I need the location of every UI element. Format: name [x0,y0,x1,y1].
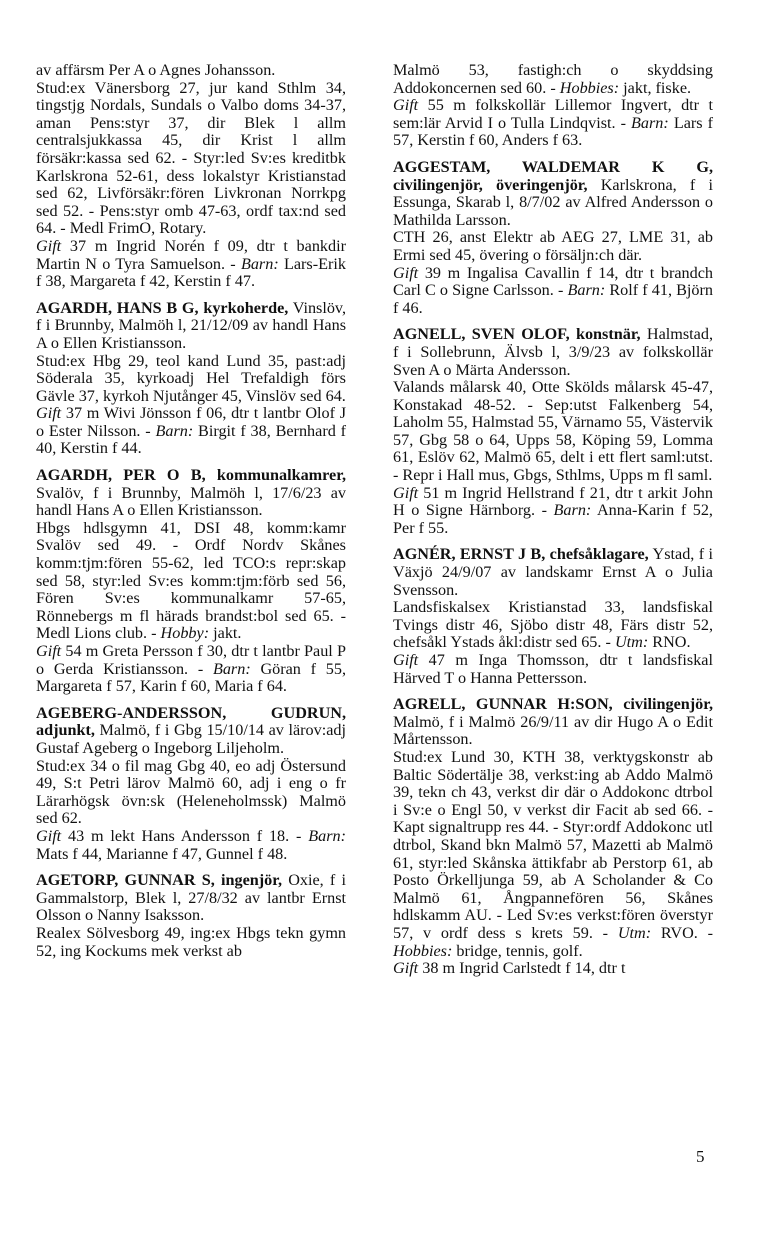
entry-occupation: kommunalkamrer, [216,466,346,485]
entry-text: Valands målarsk 40, Otte Skölds målarsk 45-47, Konstakad 48-52. - Sep:utst Falkenberg 54, Laholm 55, Halmstad 55, Värnamo 55, Västervik 57, Gbg 58 o 64, Upps 58, Köping 59, Lomma 61, Eslöv 62, Malmö 65, delt i ett flert saml:utst. - Repr i Hall mus, Gbgs, Sthlms, Upps m fl saml. [393,378,713,485]
field-label: Barn: [240,254,279,273]
biography-entry [36,62,346,291]
biography-entry [36,872,346,960]
entry-name: AGETORP, GUNNAR S, [36,871,215,890]
entry-text: Stud:ex 34 o fil mag Gbg 40, eo adj Östersund 49, S:t Petri lärov Malmö 60, adj i eng o fr Lärarhögsk övn:sk (Heleneholmssk) Malmö sed 62. [36,756,346,828]
entry-text: Malmö 53, fastigh:ch o skyddsing Addokoncernen sed 60. - [393,61,713,97]
entry-paragraph [393,485,713,538]
entry-paragraph [36,405,346,458]
entry-text: 39 m Ingalisa Cavallin f 14, dtr t brandch Carl C o Signe Carlsson. - [393,263,713,300]
field-label: Hobbies: [393,941,453,960]
entry-occupation: civilingenjör, [623,695,713,714]
biography-entry [393,546,713,687]
field-label: Barn: [308,826,346,845]
field-label: Gift [393,483,419,502]
entry-paragraph [393,97,713,150]
field-label: Gift [393,959,419,978]
field-label: Gift [393,651,419,669]
entry-text: Göran f 55, Margareta f 57, Karin f 60, Maria f 64. [36,659,346,696]
entry-paragraph [393,599,713,652]
entry-occupation: kyrkoherde, [203,298,289,317]
entry-occupation: konstnär, [575,325,641,344]
entry-text: 51 m Ingrid Hellstrand f 21, dtr t arkit John H o Signe Härnborg. - [393,483,713,520]
biography-entry [36,467,346,696]
entry-text: 38 m Ingrid Carlstedt f 14, dtr t [418,959,626,978]
field-label: Barn: [631,113,669,132]
entry-text: 37 m Wivi Jönsson f 06, dtr t lantbr Olof J o Ester Nilsson. - [36,404,346,440]
entry-text: Birgit f 38, Bernhard f 40, Kerstin f 44. [36,421,346,458]
field-label: Barn: [155,421,194,440]
entry-text: Svalöv, f i Brunnby, Malmöh l, 17/6/23 av handl Hans A o Ellen Kristiansson. [36,483,346,520]
entry-name: AGNELL, SVEN OLOF, [393,325,570,344]
left-column [36,62,346,960]
entry-paragraph [36,80,346,238]
entry-paragraph [393,62,713,97]
entry-text: Landsfiskalsex Kristianstad 33, landsfiskal Tvings distr 46, Sjöbo distr 48, Färs distr 52, chefsåkl Ystads åkl:distr sed 65. - [393,598,713,652]
entry-occupation: civilingenjör, överingenjör, [393,175,588,194]
field-label: Hobby: [160,624,210,643]
entry-text: jakt, fiske. [619,78,692,97]
entry-occupation: ingenjör, [221,871,283,890]
field-label: Gift [36,404,62,423]
field-label: Gift [36,236,62,255]
biography-entry [393,159,713,317]
entry-paragraph [393,546,713,599]
entry-name: AGEBERG-ANDERSSON, GUDRUN, [36,703,346,722]
entry-text: Stud:ex Hbg 29, teol kand Lund 35, past:adj Söderala 35, kyrkoadj Hel Trefaldigh förs Gävle 37, kyrkoh Njutånger 45, Vinslöv sed 64. [36,351,346,405]
entry-text: Oxie, f i Gammalstorp, Blek l, 27/8/32 av lantbr Ernst Olsson o Nanny Isaksson. [36,871,347,925]
entry-text: 47 m Inga Thomsson, dtr t landsfiskal Härved T o Hanna Pettersson. [393,651,713,687]
entry-text: Stud:ex Vänersborg 27, jur kand Sthlm 34, tingstjg Nordals, Sundals o Valbo doms 34-37, aman Pens:styr 37, dir Blek l allm centralsjukkassa 45, dir Krist l allm försäkr:kassa sed 62. - Styr:led Sv:es kreditbk Karlskrona 52-61, dess lokalstyr Kristianstad sed 62, Livförsäkr:fören Livkronan Norrkpg sed 52. - Pens:styr omb 47-63, ordf tax:nd sed 64. - Medl FrimO, Rotary. [36,78,346,238]
entry-paragraph [36,643,346,696]
entry-paragraph [36,300,346,353]
field-label: Hobbies: [559,78,620,97]
entry-text: Halmstad, f i Sollebrunn, Älvsb l, 3/9/23 av folkskollär Sven A o Märta Andersson. [393,325,713,379]
entry-paragraph [393,379,713,485]
entry-paragraph [36,467,346,520]
field-label: Barn: [567,281,606,300]
entry-text [613,695,623,713]
entry-text [206,466,217,484]
entry-text: Mats f 44, Marianne f 47, Gunnel f 48. [36,844,288,863]
entry-occupation: chefsåklagare, [549,545,649,564]
entry-paragraph [36,758,346,828]
entry-text: CTH 26, anst Elektr ab AEG 27, LME 31, ab Ermi sed 45, övering o försäljn:ch där. [393,228,713,264]
entry-text: jakt. [209,624,242,643]
field-label: Utm: [614,633,649,652]
entry-name: AGARDH, HANS B G, [36,298,199,317]
entry-text: Rolf f 41, Björn f 46. [393,281,713,317]
entry-text: Vinslöv, f i Brunnby, Malmöh l, 21/12/09 av handl Hans A o Ellen Kristiansson. [36,298,347,352]
entry-paragraph [36,872,346,925]
entry-text: 54 m Greta Persson f 30, dtr t lantbr Paul P o Gerda Kristiansson. - [36,642,346,678]
entry-paragraph [393,159,713,229]
entry-text: 43 m lekt Hans Andersson f 18. - [61,826,309,845]
biography-entry [393,696,713,978]
biography-entry [393,62,713,150]
entry-name: AGARDH, PER O B, [36,466,206,485]
entry-paragraph [393,749,713,960]
entry-text: Hbgs hdlsgymn 41, DSI 48, komm:kamr Svalöv sed 49. - Ordf Nordv Skånes komm:tjm:fören 55-62, led TCO:s repr:skap sed 58, styr:led Sv:es komm:tjm:förb sed 56, Fören Sv:es kommunalkamr 57-65, Rönnebergs m fl härads brandst:bol sed 65. - Medl Lions club. - [36,518,346,643]
entry-text: Stud:ex Lund 30, KTH 38, verktygskonstr ab Baltic Södertälje 38, verkst:ing ab Addo Malmö 39, tekn ch 43, verkst dir där o Addokonc dtrbol i Sv:e o Engl 50, v verkst dir Facit ab sed 66. - Kapt signaltrupp res 44. - Styr:ordf Addokonc utl dtrbol, Skand bkn Malmö 57, Mazetti ab Malmö 61, styr:led Skånska ättikfabr ab Perstorp 61, ab Posto Örkelljunga 59, ab A Scholander & Co Malmö 61, Ångpannefören 56, Skånes hdlskamm AU. - Led Sv:es verkst:fören överstyr 57, v ordf dess s krets 59. - [393,747,713,942]
entry-text: Lars-Erik f 38, Margareta f 42, Kerstin f 47. [36,254,346,291]
entry-text: RNO. [648,633,691,652]
entry-text: Realex Sölvesborg 49, ing:ex Hbgs tekn gymn 52, ing Kockums mek verkst ab [36,923,346,960]
field-label: Gift [36,826,62,845]
entry-text: av affärsm Per A o Agnes Johansson. [36,61,276,79]
entry-text: 55 m folkskollär Lillemor Ingvert, dtr t sem:lär Arvid I o Tulla Lindqvist. - [393,96,713,132]
entry-name: AGRELL, GUNNAR H:SON, [393,695,613,714]
page-number: 5 [696,1147,705,1166]
biography-entry [36,300,346,458]
entry-name: AGNÉR, ERNST J B, [393,545,546,564]
field-label: Barn: [212,659,251,678]
entry-text: Anna-Karin f 52, Per f 55. [393,501,713,537]
biography-entry [393,326,713,537]
entry-paragraph [36,62,346,80]
entry-paragraph [36,238,346,291]
entry-text: Lars f 57, Kerstin f 60, Anders f 63. [393,113,713,150]
biography-entry [36,705,346,863]
entry-paragraph [393,326,713,379]
entry-text: bridge, tennis, golf. [452,941,583,960]
entry-occupation: adjunkt, [36,721,95,740]
entry-paragraph [36,828,346,863]
right-column [393,62,713,978]
field-label: Gift [393,263,419,282]
entry-paragraph [393,652,713,687]
entry-text: Karlskrona, f i Essunga, Skarab l, 8/7/02 av Alfred Andersson o Mathilda Larsson. [393,175,713,229]
field-label: Gift [36,642,62,660]
entry-paragraph [36,705,346,758]
field-label: Gift [393,96,419,115]
field-label: Utm: [617,923,652,942]
entry-paragraph [393,960,713,978]
entry-paragraph [393,265,713,318]
entry-text: Ystad, f i Växjö 24/9/07 av landskamr Ernst A o Julia Svensson. [393,545,713,599]
entry-text: Malmö, f i Gbg 15/10/14 av lärov:adj Gustaf Ageberg o Ingeborg Liljeholm. [36,721,346,757]
entry-name: AGGESTAM, WALDEMAR K G, [393,157,713,176]
entry-paragraph [36,520,346,643]
entry-paragraph [393,229,713,264]
entry-paragraph [393,696,713,749]
entry-text: 37 m Ingrid Norén f 09, dtr t bankdir Martin N o Tyra Samuelson. - [36,236,346,273]
field-label: Barn: [553,501,592,520]
entry-text: RVO. - [651,923,713,942]
entry-paragraph [36,925,346,960]
entry-paragraph [36,353,346,406]
entry-text: Malmö, f i Malmö 26/9/11 av dir Hugo A o Edit Mårtensson. [393,712,713,749]
